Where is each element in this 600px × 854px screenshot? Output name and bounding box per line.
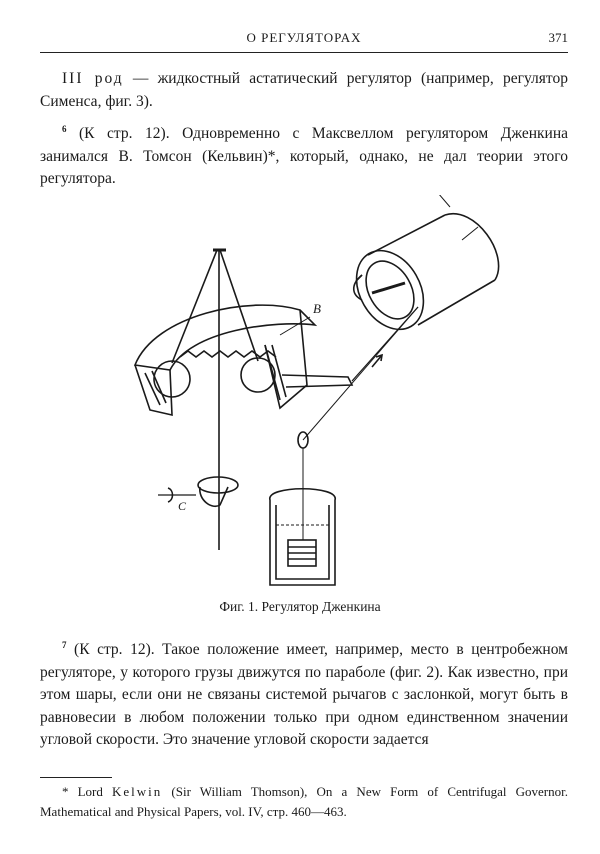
paragraph-type-three bbox=[40, 68, 568, 113]
footnote-text: (Sir William Thomson), On a New Form of Centrifugal Governor. Mathematical and Physical Papers, vol. IV, стр. 460—463. bbox=[40, 784, 568, 819]
label-b: B bbox=[313, 301, 321, 316]
label-c: C bbox=[178, 499, 187, 513]
footnote-rule bbox=[40, 777, 112, 778]
footnote bbox=[40, 782, 568, 822]
header-rule bbox=[40, 52, 568, 53]
footnote-name: Kelwin bbox=[112, 784, 163, 799]
running-title: О РЕГУЛЯТОРАХ bbox=[246, 30, 362, 45]
paragraph-note-7 bbox=[40, 634, 568, 752]
figure-caption: Фиг. 1. Регулятор Дженкина bbox=[219, 599, 381, 614]
footnote-star: * Lord bbox=[62, 784, 112, 799]
note-7-text: (К стр. 12). Такое положение имеет, например, место в центробежном регуляторе, у которого грузы движутся по параболе (фиг. 2). Как известно, при этом шары, если они не связаны системой рычагов с заслонкой, могут быть в равновесии в любом положении только при одном единственном значении угловой скорости. Это значение угловой скорости задается bbox=[40, 641, 568, 749]
note-6-text: (К стр. 12). Одновременно с Максвеллом регулятором Дженкина занимался В. Томсон (Кельвин)*, который, однако, не дал теории этого регулятора. bbox=[40, 125, 568, 188]
type-three-lead: III род bbox=[62, 70, 124, 87]
jenkin-governor-drawing bbox=[100, 195, 560, 590]
page-number: 371 bbox=[548, 30, 568, 45]
note-7-marker: 7 bbox=[62, 640, 67, 650]
type-three-text: — жидкостный астатический регулятор (например, регулятор Сименса, фиг. 3). bbox=[40, 70, 568, 110]
note-6-marker: 6 bbox=[62, 124, 67, 134]
page-header bbox=[40, 28, 568, 50]
jenkin-governor-figure bbox=[100, 195, 560, 590]
paragraph-note-6 bbox=[40, 118, 568, 191]
